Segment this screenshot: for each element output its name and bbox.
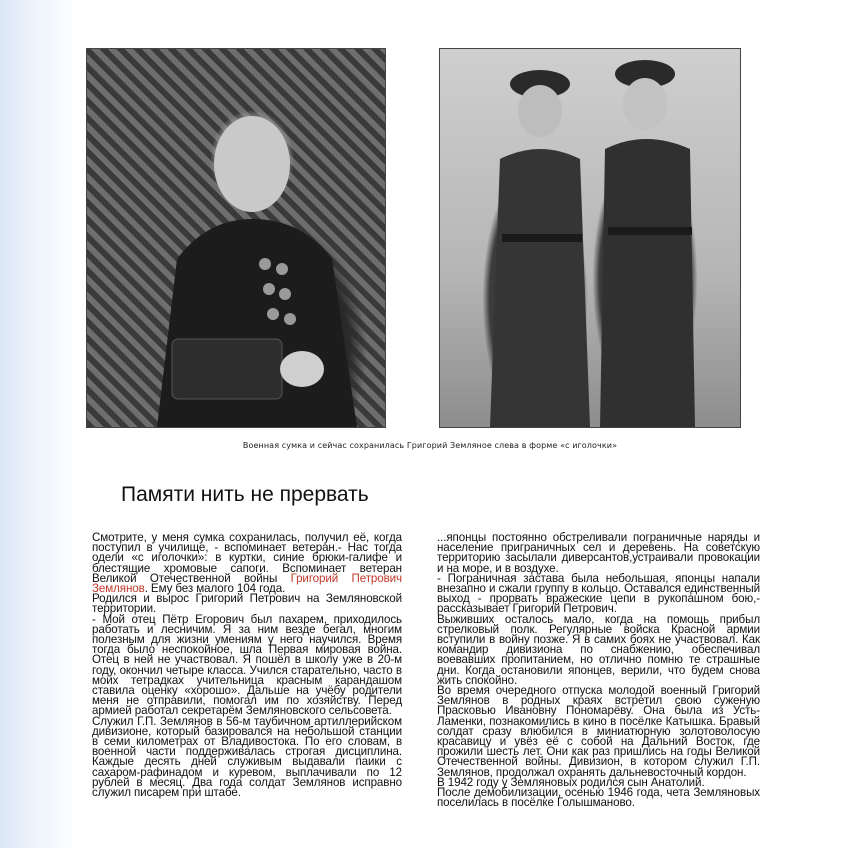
article-title: Памяти нить не прервать (121, 483, 369, 506)
sidebar-gradient (0, 0, 80, 848)
paragraph: Во время очередного отпуска молодой военный Григорий Землянов в родных краях встретил свою суженую Прасковью Ивановну Пономарёву. Она была из Усть-Ламенки, познакомились в кино в посёлке Катышка. Бравый солдат сразу влюбился в миниатюрную золотоволосую красавицу и увёз её с собой на Дальний Восток, где прожили шесть лет. Они как раз пришлись на годы Великой Отечественной войны. Дивизион, в котором служил Г.П. Землянов, продолжал охранять дальневосточный кордон. (437, 684, 760, 779)
soldiers-silhouette (440, 49, 740, 427)
paragraph (92, 533, 402, 594)
highlighted-name: Григорий Петрович Землянов (92, 571, 402, 596)
paragraph: Родился и вырос Григорий Петрович на Земляновской территории. (92, 592, 402, 616)
paragraph: Служил Г.П. Землянов в 56-м таубичном артиллерийском дивизионе, который базировался на небольшой станции в семи километрах от Владивостока. По его словам, в военной части поддерживалась строгая дисциплина. Каждые десять дней служивым выдавали паики с сахаром-рафинадом и куревом, выплачивали по 12 рублей в месяц. Два года солдат Землянов исправно служил писарем при штабе. (92, 714, 402, 800)
article-column-left (92, 533, 402, 798)
photo-two-soldiers (439, 48, 741, 428)
paragraph: - Мой отец Пётр Егорович был пахарем, приходилось работать и лесничим. Я за ним везде бегал, многим полезным для жизни умениям у него научился. Время тогда было неспокойное, шла Первая мировая война. Отец в ней не участвовал. Я пошёл в школу уже в 20-м году, окончил четыре класса. Учился старательно, часто в моих тетрадках учительница красным карандашом ставила оценку «хорошо». Дальше на учёбу родители меня не отправили, помогал им по хозяйству. Перед армией работал секретарём Земляновского сельсовета. (92, 612, 402, 718)
photo-veteran-portrait (86, 48, 386, 428)
paragraph: Выживших осталось мало, когда на помощь прибыл стрелковый полк. Регулярные войска Красной армии вступили в войну позже. Я в самих боях не участвовал. Как командир дивизиона по снабжению, обеспечивал воевавших пропитанием, но отлично помню те страшные дни. Когда остановили японцев, верили, что будем снова жить спокойно. (437, 612, 760, 687)
paragraph-text: Смотрите, у меня сумка сохранилась, получил её, когда поступил в училище, - вспоминает ветеран.- Нас тогда одели «с иголочки»: в куртки, синие брюки-галифе и блестящие хромовые сапоги. Вспоминает ветеран Великой Отечественной войны (92, 531, 402, 585)
paragraph: После демобилизации, осенью 1946 года, чета Земляновых поселилась в посёлке Голышманово. (437, 786, 760, 810)
paragraph: - Пограничная застава была небольшая, японцы напали внезапно и сжали группу в кольцо. Оставался единственный выход - прорвать вражеские цепи в рукопашном бою,- рассказывает Григорий Петрович. (437, 571, 760, 616)
paragraph: ...японцы постоянно обстреливали пограничные наряды и население приграничных сел и деревень. На советскую территорию засылали диверсантов,устраивали провокации и на море, и в воздухе. (437, 531, 760, 575)
paragraph: В 1942 году у Земляновых родился сын Анатолий. (437, 775, 705, 789)
article-column-right (437, 533, 760, 808)
paragraph-text: . Ему без малого 104 года. (144, 582, 286, 596)
photo-caption: Военная сумка и сейчас сохранилась Григорий Земляное слева в форме «с иголочки» (242, 441, 618, 450)
veteran-figure-silhouette (87, 49, 385, 427)
